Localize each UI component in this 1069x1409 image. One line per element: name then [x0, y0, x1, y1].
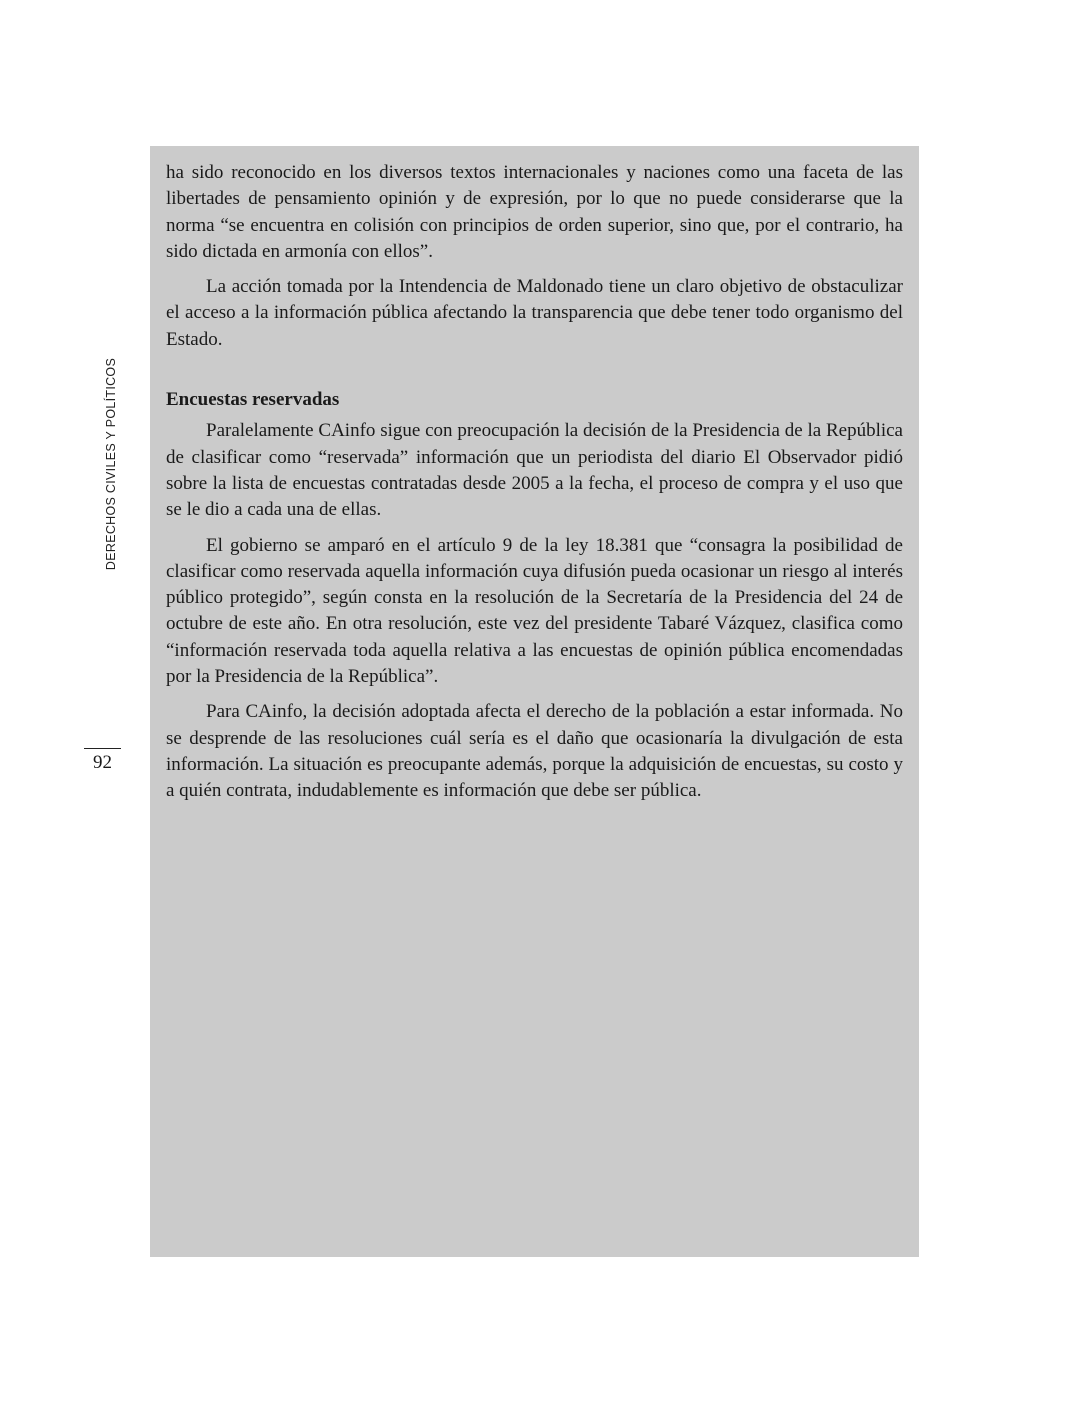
body-text-column	[166, 160, 903, 814]
paragraph-government-law: El gobierno se amparó en el artículo 9 de la ley 18.381 que “consagra la posibilidad de clasificar como reservada aquella información cuya difusión pueda ocasionar un riesgo al interés público protegido”, según consta en la resolución de la Secretaría de la Presidencia del 24 de octubre de este año. En otra resolución, este vez del presidente Tabaré Vázquez, clasifica como “información reservada toda aquella relativa a las encuestas de opinión pública encomendadas por la Presidencia de la República”.	[166, 534, 903, 688]
paragraph-cainfo-decision: Para CAinfo, la decisión adoptada afecta el derecho de la población a estar informada. No se desprende de las resoluciones cuál sería es el daño que ocasionaría la divulgación de esta información. La situación es preocupante además, porque la adquisición de encuestas, su costo y a quién contrata, indudablemente es información que debe ser pública.	[166, 701, 903, 802]
paragraph-continuation: ha sido reconocido en los diversos textos internacionales y naciones como una faceta de las libertades de pensamiento opinión y de expresión, por lo que no puede considerarse que la norma “se encuentra en colisión con principios de orden superior, sino que, por el contrario, ha sido dictada en armonía con ellos”.	[166, 162, 903, 262]
page-number: 92	[93, 752, 112, 773]
paragraph-maldonado: La acción tomada por la Intendencia de Maldonado tiene un claro objetivo de obstaculizar el acceso a la información pública afectando la transparencia que debe tener todo organismo del Estado.	[166, 276, 903, 350]
paragraph-cainfo-reserved: Paralelamente CAinfo sigue con preocupación la decisión de la Presidencia de la República de clasificar como “reservada” información que un periodista del diario El Observador pidió sobre la lista de encuestas contratadas desde 2005 a la fecha, el proceso de compra y el uso que se le dio a cada una de ellas.	[166, 420, 903, 521]
section-heading: Encuestas reservadas	[166, 389, 340, 411]
folio-rule	[84, 748, 121, 749]
running-head: DERECHOS CIVILES Y POLÍTICOS	[104, 357, 118, 571]
